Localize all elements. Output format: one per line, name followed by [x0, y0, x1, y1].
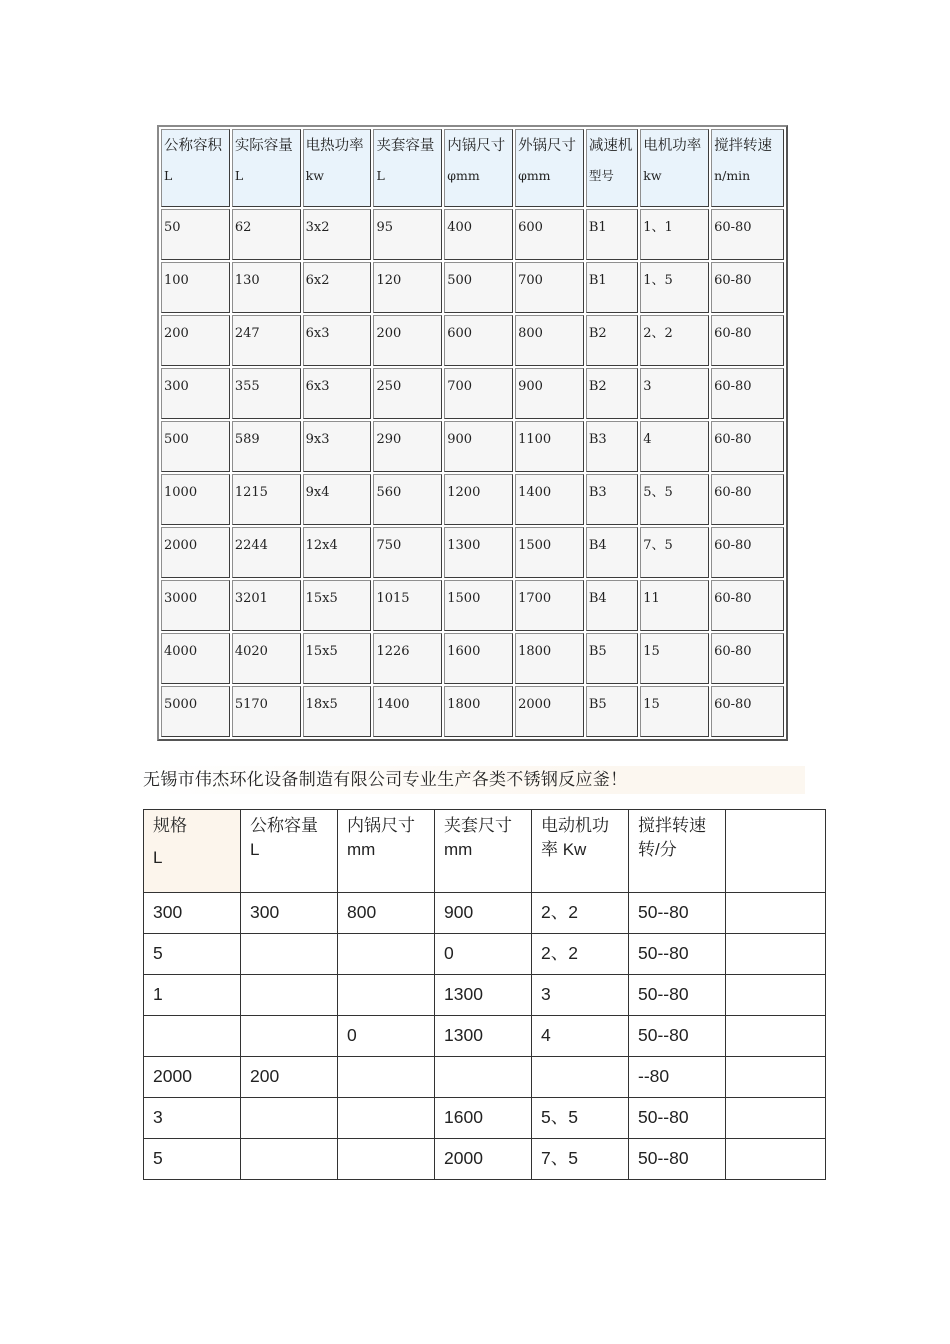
- table-cell: 589: [232, 421, 301, 472]
- header-cell: [444, 129, 513, 207]
- table-cell: 15x5: [303, 580, 372, 631]
- header-label: 电动机功: [541, 816, 609, 836]
- table-cell: 700: [515, 262, 584, 313]
- table-cell: 120: [373, 262, 442, 313]
- table-cell: 60-80: [711, 580, 784, 631]
- header-cell: [373, 129, 442, 207]
- table-cell: 100: [161, 262, 230, 313]
- table-cell: 2000: [144, 1057, 241, 1098]
- table-cell: 247: [232, 315, 301, 366]
- table-cell: B2: [586, 315, 638, 366]
- table-cell: 15: [640, 686, 709, 737]
- header-unit: L: [376, 168, 385, 183]
- table-cell: 6x3: [303, 315, 372, 366]
- table-cell: 700: [444, 368, 513, 419]
- table-row: [161, 633, 784, 684]
- header-unit: φmm: [518, 168, 551, 183]
- table-cell: 900: [435, 893, 532, 934]
- table-cell: 5170: [232, 686, 301, 737]
- table-cell: 3x2: [303, 209, 372, 260]
- table-cell: B4: [586, 580, 638, 631]
- header-unit: 转/分: [638, 840, 677, 859]
- table-cell: 7、5: [532, 1139, 629, 1180]
- header-label: 电热功率: [305, 138, 364, 154]
- table-cell: 400: [444, 209, 513, 260]
- table-cell: [726, 975, 826, 1016]
- table-cell: 5、5: [640, 474, 709, 525]
- table-cell: [726, 934, 826, 975]
- header-unit: φmm: [447, 168, 480, 183]
- table-cell: 2、2: [532, 893, 629, 934]
- header-cell: [303, 129, 372, 207]
- table-cell: 3000: [161, 580, 230, 631]
- header-unit: L: [234, 168, 244, 183]
- table-cell: 3: [144, 1098, 241, 1139]
- header-label: 电机功率: [643, 138, 702, 154]
- table-cell: [726, 1139, 826, 1180]
- table-cell: 11: [640, 580, 709, 631]
- table-cell: [338, 975, 435, 1016]
- table-cell: 355: [232, 368, 301, 419]
- table-cell: B3: [586, 421, 638, 472]
- table-cell: 5000: [161, 686, 230, 737]
- table-header-row: [161, 129, 784, 207]
- table-cell: 2000: [515, 686, 584, 737]
- table-cell: 9x3: [303, 421, 372, 472]
- header-unit: L: [164, 168, 173, 183]
- table-cell: [338, 1057, 435, 1098]
- table-row: [144, 1057, 826, 1098]
- table-row: [161, 262, 784, 313]
- table-cell: B3: [586, 474, 638, 525]
- table-cell: 500: [444, 262, 513, 313]
- table-cell: 60-80: [711, 686, 784, 737]
- header-unit: n/min: [714, 168, 751, 183]
- header-cell: [629, 810, 726, 893]
- table-cell: 750: [373, 527, 442, 578]
- table-cell: 1300: [435, 975, 532, 1016]
- table-cell: 500: [161, 421, 230, 472]
- table-cell: 6x3: [303, 368, 372, 419]
- table-cell: 50--80: [629, 1016, 726, 1057]
- reactor-spec-table: [157, 125, 788, 741]
- header-label: 搅拌转速: [714, 138, 773, 154]
- table-cell: 1500: [515, 527, 584, 578]
- table-row: [161, 527, 784, 578]
- header-label: 夹套容量: [376, 138, 435, 154]
- header-unit: kw: [305, 168, 324, 183]
- table-cell: 130: [232, 262, 301, 313]
- header-cell: [726, 810, 826, 893]
- table-cell: 1015: [373, 580, 442, 631]
- table-cell: 62: [232, 209, 301, 260]
- table-row: [144, 893, 826, 934]
- table-cell: 60-80: [711, 633, 784, 684]
- table-cell: [726, 1016, 826, 1057]
- header-label: 减速机: [588, 138, 633, 154]
- table-cell: 0: [338, 1016, 435, 1057]
- table-cell: 9x4: [303, 474, 372, 525]
- table-cell: 200: [373, 315, 442, 366]
- table-cell: 290: [373, 421, 442, 472]
- table-cell: [241, 1139, 338, 1180]
- table-cell: 1、1: [640, 209, 709, 260]
- table-cell: 600: [444, 315, 513, 366]
- table-cell: 2244: [232, 527, 301, 578]
- table-cell: 200: [241, 1057, 338, 1098]
- header-cell: [232, 129, 301, 207]
- table-cell: 300: [241, 893, 338, 934]
- table-cell: B2: [586, 368, 638, 419]
- table-cell: 1300: [444, 527, 513, 578]
- table-cell: 6x2: [303, 262, 372, 313]
- header-cell: [435, 810, 532, 893]
- table-cell: 1500: [444, 580, 513, 631]
- table-cell: B4: [586, 527, 638, 578]
- table-cell: 900: [515, 368, 584, 419]
- header-cell: [515, 129, 584, 207]
- table-cell: 50--80: [629, 1098, 726, 1139]
- table-cell: 12x4: [303, 527, 372, 578]
- table-cell: [435, 1057, 532, 1098]
- table-cell: 1000: [161, 474, 230, 525]
- table-cell: 3: [640, 368, 709, 419]
- table-cell: 60-80: [711, 262, 784, 313]
- header-label: 公称容量: [250, 816, 318, 836]
- table-row: [144, 934, 826, 975]
- table-cell: 1200: [444, 474, 513, 525]
- reactor-spec-table-2: [143, 809, 826, 1180]
- table-row: [161, 315, 784, 366]
- table-cell: [241, 975, 338, 1016]
- header-cell: [338, 810, 435, 893]
- table-cell: 5、5: [532, 1098, 629, 1139]
- table-cell: 1: [144, 975, 241, 1016]
- header-cell: [532, 810, 629, 893]
- header-label: 规格: [153, 816, 187, 836]
- header-cell: [640, 129, 709, 207]
- header-label: 搅拌转速: [638, 816, 706, 836]
- table-row: [144, 1016, 826, 1057]
- table-cell: B5: [586, 686, 638, 737]
- table-cell: 50: [161, 209, 230, 260]
- table-cell: 1600: [444, 633, 513, 684]
- table-cell: 560: [373, 474, 442, 525]
- table-cell: 300: [144, 893, 241, 934]
- header-label: 实际容量: [234, 138, 293, 154]
- table-cell: 200: [161, 315, 230, 366]
- header-label: 内锅尺寸: [447, 138, 506, 154]
- table-cell: 1600: [435, 1098, 532, 1139]
- table-cell: 600: [515, 209, 584, 260]
- table-cell: 4020: [232, 633, 301, 684]
- table-cell: 15: [640, 633, 709, 684]
- table-cell: 1300: [435, 1016, 532, 1057]
- header-unit: L: [153, 848, 163, 867]
- table-cell: 1800: [444, 686, 513, 737]
- table-cell: 0: [435, 934, 532, 975]
- table-cell: 7、5: [640, 527, 709, 578]
- header-unit: L: [250, 840, 260, 859]
- table-cell: [532, 1057, 629, 1098]
- table-cell: --80: [629, 1057, 726, 1098]
- table-header-row: [144, 810, 826, 893]
- table-cell: [338, 934, 435, 975]
- table-row: [144, 975, 826, 1016]
- table-cell: 18x5: [303, 686, 372, 737]
- table-row: [161, 368, 784, 419]
- table-row: [144, 1098, 826, 1139]
- table-cell: [144, 1016, 241, 1057]
- table-cell: 1100: [515, 421, 584, 472]
- table-cell: [726, 1057, 826, 1098]
- table-cell: 1400: [515, 474, 584, 525]
- table-cell: [241, 934, 338, 975]
- table-cell: 95: [373, 209, 442, 260]
- table-cell: [241, 1016, 338, 1057]
- table-cell: 4: [532, 1016, 629, 1057]
- table-cell: 60-80: [711, 527, 784, 578]
- table-cell: B1: [586, 209, 638, 260]
- table-cell: 4: [640, 421, 709, 472]
- table-cell: 60-80: [711, 421, 784, 472]
- table-cell: 1、5: [640, 262, 709, 313]
- table-cell: 50--80: [629, 975, 726, 1016]
- table-cell: 4000: [161, 633, 230, 684]
- header-unit: mm: [347, 840, 376, 859]
- table-cell: 3: [532, 975, 629, 1016]
- table-row: [161, 580, 784, 631]
- table-row: [161, 209, 784, 260]
- header-label: 公称容积: [164, 138, 222, 154]
- table-cell: 800: [338, 893, 435, 934]
- table-cell: 5: [144, 934, 241, 975]
- header-unit: 型号: [588, 168, 614, 183]
- table-cell: 50--80: [629, 893, 726, 934]
- table-cell: 5: [144, 1139, 241, 1180]
- header-cell: [241, 810, 338, 893]
- table-cell: 60-80: [711, 368, 784, 419]
- table-cell: B5: [586, 633, 638, 684]
- table-row: [161, 421, 784, 472]
- header-cell: [144, 810, 241, 893]
- table-cell: 3201: [232, 580, 301, 631]
- table-cell: 250: [373, 368, 442, 419]
- table-cell: 900: [444, 421, 513, 472]
- table-cell: [241, 1098, 338, 1139]
- table-cell: 1215: [232, 474, 301, 525]
- table-cell: 1700: [515, 580, 584, 631]
- table-cell: 15x5: [303, 633, 372, 684]
- header-unit: mm: [444, 840, 473, 859]
- table-cell: 60-80: [711, 209, 784, 260]
- table-cell: 50--80: [629, 1139, 726, 1180]
- header-label: 内锅尺寸: [347, 816, 415, 836]
- header-label: 夹套尺寸: [444, 816, 512, 836]
- table-cell: 2、2: [532, 934, 629, 975]
- header-cell: [586, 129, 638, 207]
- table-row: [161, 686, 784, 737]
- table-cell: [338, 1139, 435, 1180]
- table-cell: 50--80: [629, 934, 726, 975]
- header-unit: kw: [643, 168, 662, 183]
- table-cell: [726, 1098, 826, 1139]
- table-cell: 60-80: [711, 315, 784, 366]
- table-cell: 2000: [435, 1139, 532, 1180]
- table-cell: [338, 1098, 435, 1139]
- header-cell: [161, 129, 230, 207]
- table-cell: 1226: [373, 633, 442, 684]
- table-cell: 2、2: [640, 315, 709, 366]
- table-cell: 1800: [515, 633, 584, 684]
- table-cell: 2000: [161, 527, 230, 578]
- table-row: [161, 474, 784, 525]
- table-row: [144, 1139, 826, 1180]
- table-cell: [726, 893, 826, 934]
- table-cell: 1400: [373, 686, 442, 737]
- table-cell: 300: [161, 368, 230, 419]
- header-cell: [711, 129, 784, 207]
- company-caption: 无锡市伟杰环化设备制造有限公司专业生产各类不锈钢反应釜！: [143, 766, 805, 794]
- table-cell: 800: [515, 315, 584, 366]
- table-cell: 60-80: [711, 474, 784, 525]
- header-unit: 率 Kw: [541, 840, 587, 859]
- header-label: 外锅尺寸: [518, 138, 577, 154]
- table-cell: B1: [586, 262, 638, 313]
